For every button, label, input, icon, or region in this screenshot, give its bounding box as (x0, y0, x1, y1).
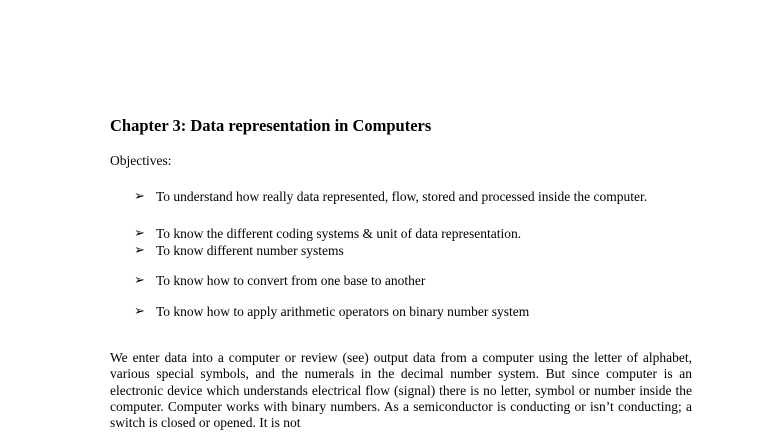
objective-text: To know the different coding systems & unit of data representation. (156, 226, 522, 241)
body-paragraph: We enter data into a computer or review (see) output data from a computer using the letter of alphabet, various special symbols, and the numerals in the decimal number system. But since computer is an electronic device which understands electrical flow (signal) there is no letter, symbol or number inside the computer. Computer works with binary numbers. As a semiconductor is conducting or isn’t conducting; a switch is closed or opened. It is not (110, 350, 692, 431)
objective-item (134, 225, 692, 242)
objective-item (134, 303, 692, 320)
objective-item (134, 242, 692, 259)
objective-text: To know different number systems (156, 243, 344, 258)
objective-text: To know how to apply arithmetic operators on binary number system (156, 304, 530, 319)
arrowhead-bullet-icon: ➢ (134, 243, 145, 258)
chapter-title: Chapter 3: Data representation in Computers (110, 116, 432, 135)
arrowhead-bullet-icon: ➢ (134, 273, 145, 288)
objective-item (134, 272, 692, 289)
objective-item (134, 188, 692, 205)
objective-text: To know how to convert from one base to another (156, 273, 426, 288)
objective-text: To understand how really data represented, flow, stored and processed inside the computer. (156, 189, 648, 204)
arrowhead-bullet-icon: ➢ (134, 189, 145, 204)
arrowhead-bullet-icon: ➢ (134, 226, 145, 241)
objectives-label: Objectives: (110, 153, 172, 168)
arrowhead-bullet-icon: ➢ (134, 304, 145, 319)
